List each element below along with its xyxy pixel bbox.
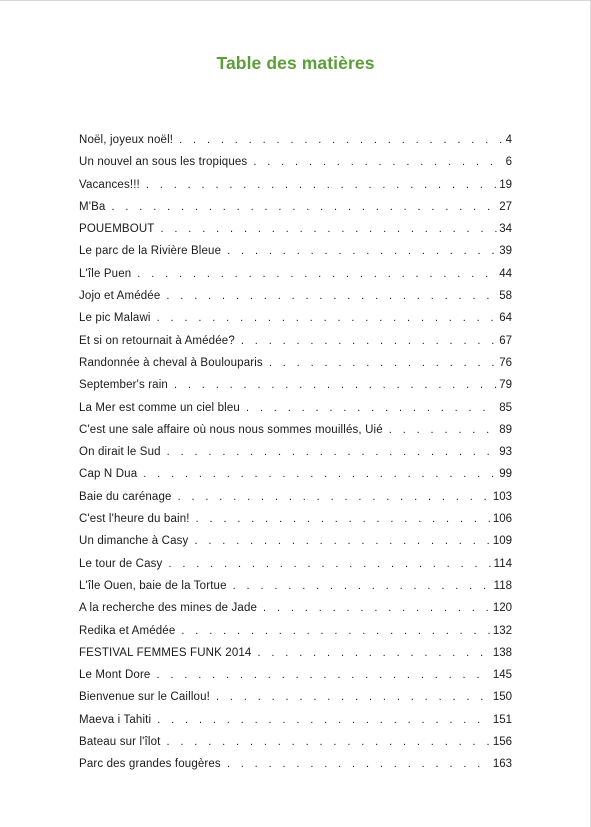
toc-page-number: 138 xyxy=(492,646,512,659)
toc-entry[interactable] xyxy=(79,151,512,173)
toc-entry-title: Redika et Amédée xyxy=(79,624,176,637)
toc-entry-title: Noël, joyeux noël! xyxy=(79,134,174,146)
toc-entry-title: C'est l'heure du bain! xyxy=(79,513,190,526)
toc-entry[interactable] xyxy=(79,196,512,218)
toc-page-number: 4 xyxy=(505,134,512,146)
toc-page-number: 99 xyxy=(499,468,512,481)
dot-leader xyxy=(143,463,497,485)
toc-entry[interactable] xyxy=(79,642,512,664)
toc-page-number: 114 xyxy=(493,557,512,570)
dot-leader xyxy=(166,731,490,753)
toc-entry-title: Baie du carénage xyxy=(79,490,172,503)
dot-leader xyxy=(246,397,497,419)
toc-entry[interactable] xyxy=(79,709,512,731)
toc-entry-title: Maeva i Tahiti xyxy=(79,713,152,726)
toc-entry-title: Randonnée à cheval à Boulouparis xyxy=(79,356,263,369)
dot-leader xyxy=(227,753,491,775)
toc-entry-title: A la recherche des mines de Jade xyxy=(79,602,258,615)
table-of-contents xyxy=(79,129,512,776)
toc-page-number: 93 xyxy=(499,446,512,459)
dot-leader xyxy=(178,486,491,508)
dot-leader xyxy=(216,686,491,708)
dot-leader xyxy=(196,508,491,530)
toc-entry[interactable] xyxy=(79,307,512,329)
toc-entry-title: L'île Puen xyxy=(79,267,132,280)
toc-entry-title: Et si on retournait à Amédée? xyxy=(79,334,235,347)
toc-page-number: 109 xyxy=(492,535,512,548)
toc-entry-title: Un dimanche à Casy xyxy=(79,535,189,548)
toc-page-number: 76 xyxy=(499,356,512,369)
dot-leader xyxy=(253,151,503,173)
dot-leader xyxy=(194,530,490,552)
toc-entry[interactable] xyxy=(79,553,512,575)
dot-leader xyxy=(181,620,490,642)
toc-entry-title: Le tour de Casy xyxy=(79,557,163,570)
dot-leader xyxy=(111,196,497,218)
page-title: Table des matières xyxy=(216,53,375,73)
toc-entry-title: L'île Ouen, baie de la Tortue xyxy=(79,579,227,592)
toc-entry-title: Un nouvel an sous les tropiques xyxy=(79,156,248,169)
toc-page-number: 89 xyxy=(499,423,512,436)
dot-leader xyxy=(160,218,497,240)
dot-leader xyxy=(269,352,497,374)
toc-entry-title: Parc des grandes fougères xyxy=(79,758,221,771)
toc-page-number: 145 xyxy=(492,669,512,682)
toc-entry[interactable] xyxy=(79,397,512,419)
toc-page-number: 103 xyxy=(492,490,512,503)
toc-entry[interactable] xyxy=(79,530,512,552)
toc-entry[interactable] xyxy=(79,575,512,597)
toc-entry-title: Le parc de la Rivière Bleue xyxy=(79,245,222,258)
toc-entry[interactable] xyxy=(79,664,512,686)
toc-entry-title: Le pic Malawi xyxy=(79,312,151,325)
dot-leader xyxy=(227,240,497,262)
dot-leader xyxy=(166,285,497,307)
dot-leader xyxy=(167,441,498,463)
dot-leader xyxy=(233,575,492,597)
toc-page-number: 64 xyxy=(499,312,512,325)
dot-leader xyxy=(263,597,491,619)
toc-page-number: 6 xyxy=(505,156,512,169)
toc-entry[interactable] xyxy=(79,597,512,619)
dot-leader xyxy=(174,374,497,396)
toc-page-number: 34 xyxy=(499,223,512,236)
toc-page-number: 79 xyxy=(499,379,512,392)
toc-page-number: 151 xyxy=(492,713,512,726)
toc-page-number: 58 xyxy=(499,290,512,303)
dot-leader xyxy=(168,553,491,575)
toc-entry[interactable] xyxy=(79,486,512,508)
dot-leader xyxy=(157,307,498,329)
toc-entry[interactable] xyxy=(79,374,512,396)
toc-page-number: 156 xyxy=(492,736,512,749)
toc-entry-title: Le Mont Dore xyxy=(79,669,151,682)
toc-page-number: 163 xyxy=(492,758,512,771)
toc-entry[interactable] xyxy=(79,419,512,441)
toc-page-number: 19 xyxy=(499,178,512,191)
dot-leader xyxy=(157,709,491,731)
toc-entry-title: On dirait le Sud xyxy=(79,446,161,459)
toc-entry[interactable] xyxy=(79,129,512,151)
toc-entry[interactable] xyxy=(79,686,512,708)
toc-entry-title: Jojo et Amédée xyxy=(79,290,161,303)
dot-leader xyxy=(241,330,497,352)
toc-entry[interactable] xyxy=(79,731,512,753)
dot-leader xyxy=(179,129,503,151)
toc-page-number: 106 xyxy=(492,513,512,526)
dot-leader xyxy=(156,664,490,686)
toc-entry[interactable] xyxy=(79,218,512,240)
toc-page-number: 120 xyxy=(492,602,512,615)
toc-page-number: 150 xyxy=(492,691,512,704)
toc-page-number: 132 xyxy=(492,624,512,637)
dot-leader xyxy=(146,174,497,196)
toc-entry-title: FESTIVAL FEMMES FUNK 2014 xyxy=(79,646,252,659)
toc-page-number: 39 xyxy=(499,245,512,258)
dot-leader xyxy=(257,642,490,664)
toc-entry[interactable] xyxy=(79,441,512,463)
toc-entry[interactable] xyxy=(79,285,512,307)
dot-leader xyxy=(389,419,497,441)
toc-page-number: 44 xyxy=(499,267,512,280)
toc-entry-title: C'est une sale affaire où nous nous sommes mouillés, Uié xyxy=(79,423,383,436)
toc-entry[interactable] xyxy=(79,753,512,775)
toc-entry[interactable] xyxy=(79,620,512,642)
toc-entry[interactable] xyxy=(79,240,512,262)
toc-entry-title: POUEMBOUT xyxy=(79,223,155,236)
toc-entry-title: Cap N Dua xyxy=(79,468,138,481)
toc-entry-title: September's rain xyxy=(79,379,168,392)
toc-entry[interactable] xyxy=(79,174,512,196)
toc-entry-title: Vacances!!! xyxy=(79,178,140,191)
toc-page-number: 118 xyxy=(493,579,512,592)
toc-page-number: 85 xyxy=(499,401,512,414)
toc-entry[interactable] xyxy=(79,463,512,485)
toc-entry-title: Bienvenue sur le Caillou! xyxy=(79,691,210,704)
toc-page-number: 67 xyxy=(499,334,512,347)
toc-entry-title: M'Ba xyxy=(79,200,106,213)
toc-entry[interactable] xyxy=(79,263,512,285)
toc-entry-title: Bateau sur l'îlot xyxy=(79,736,161,749)
dot-leader xyxy=(137,263,497,285)
toc-entry[interactable] xyxy=(79,508,512,530)
toc-entry[interactable] xyxy=(79,330,512,352)
toc-page-number: 27 xyxy=(499,200,512,213)
toc-entry[interactable] xyxy=(79,352,512,374)
toc-entry-title: La Mer est comme un ciel bleu xyxy=(79,401,240,414)
